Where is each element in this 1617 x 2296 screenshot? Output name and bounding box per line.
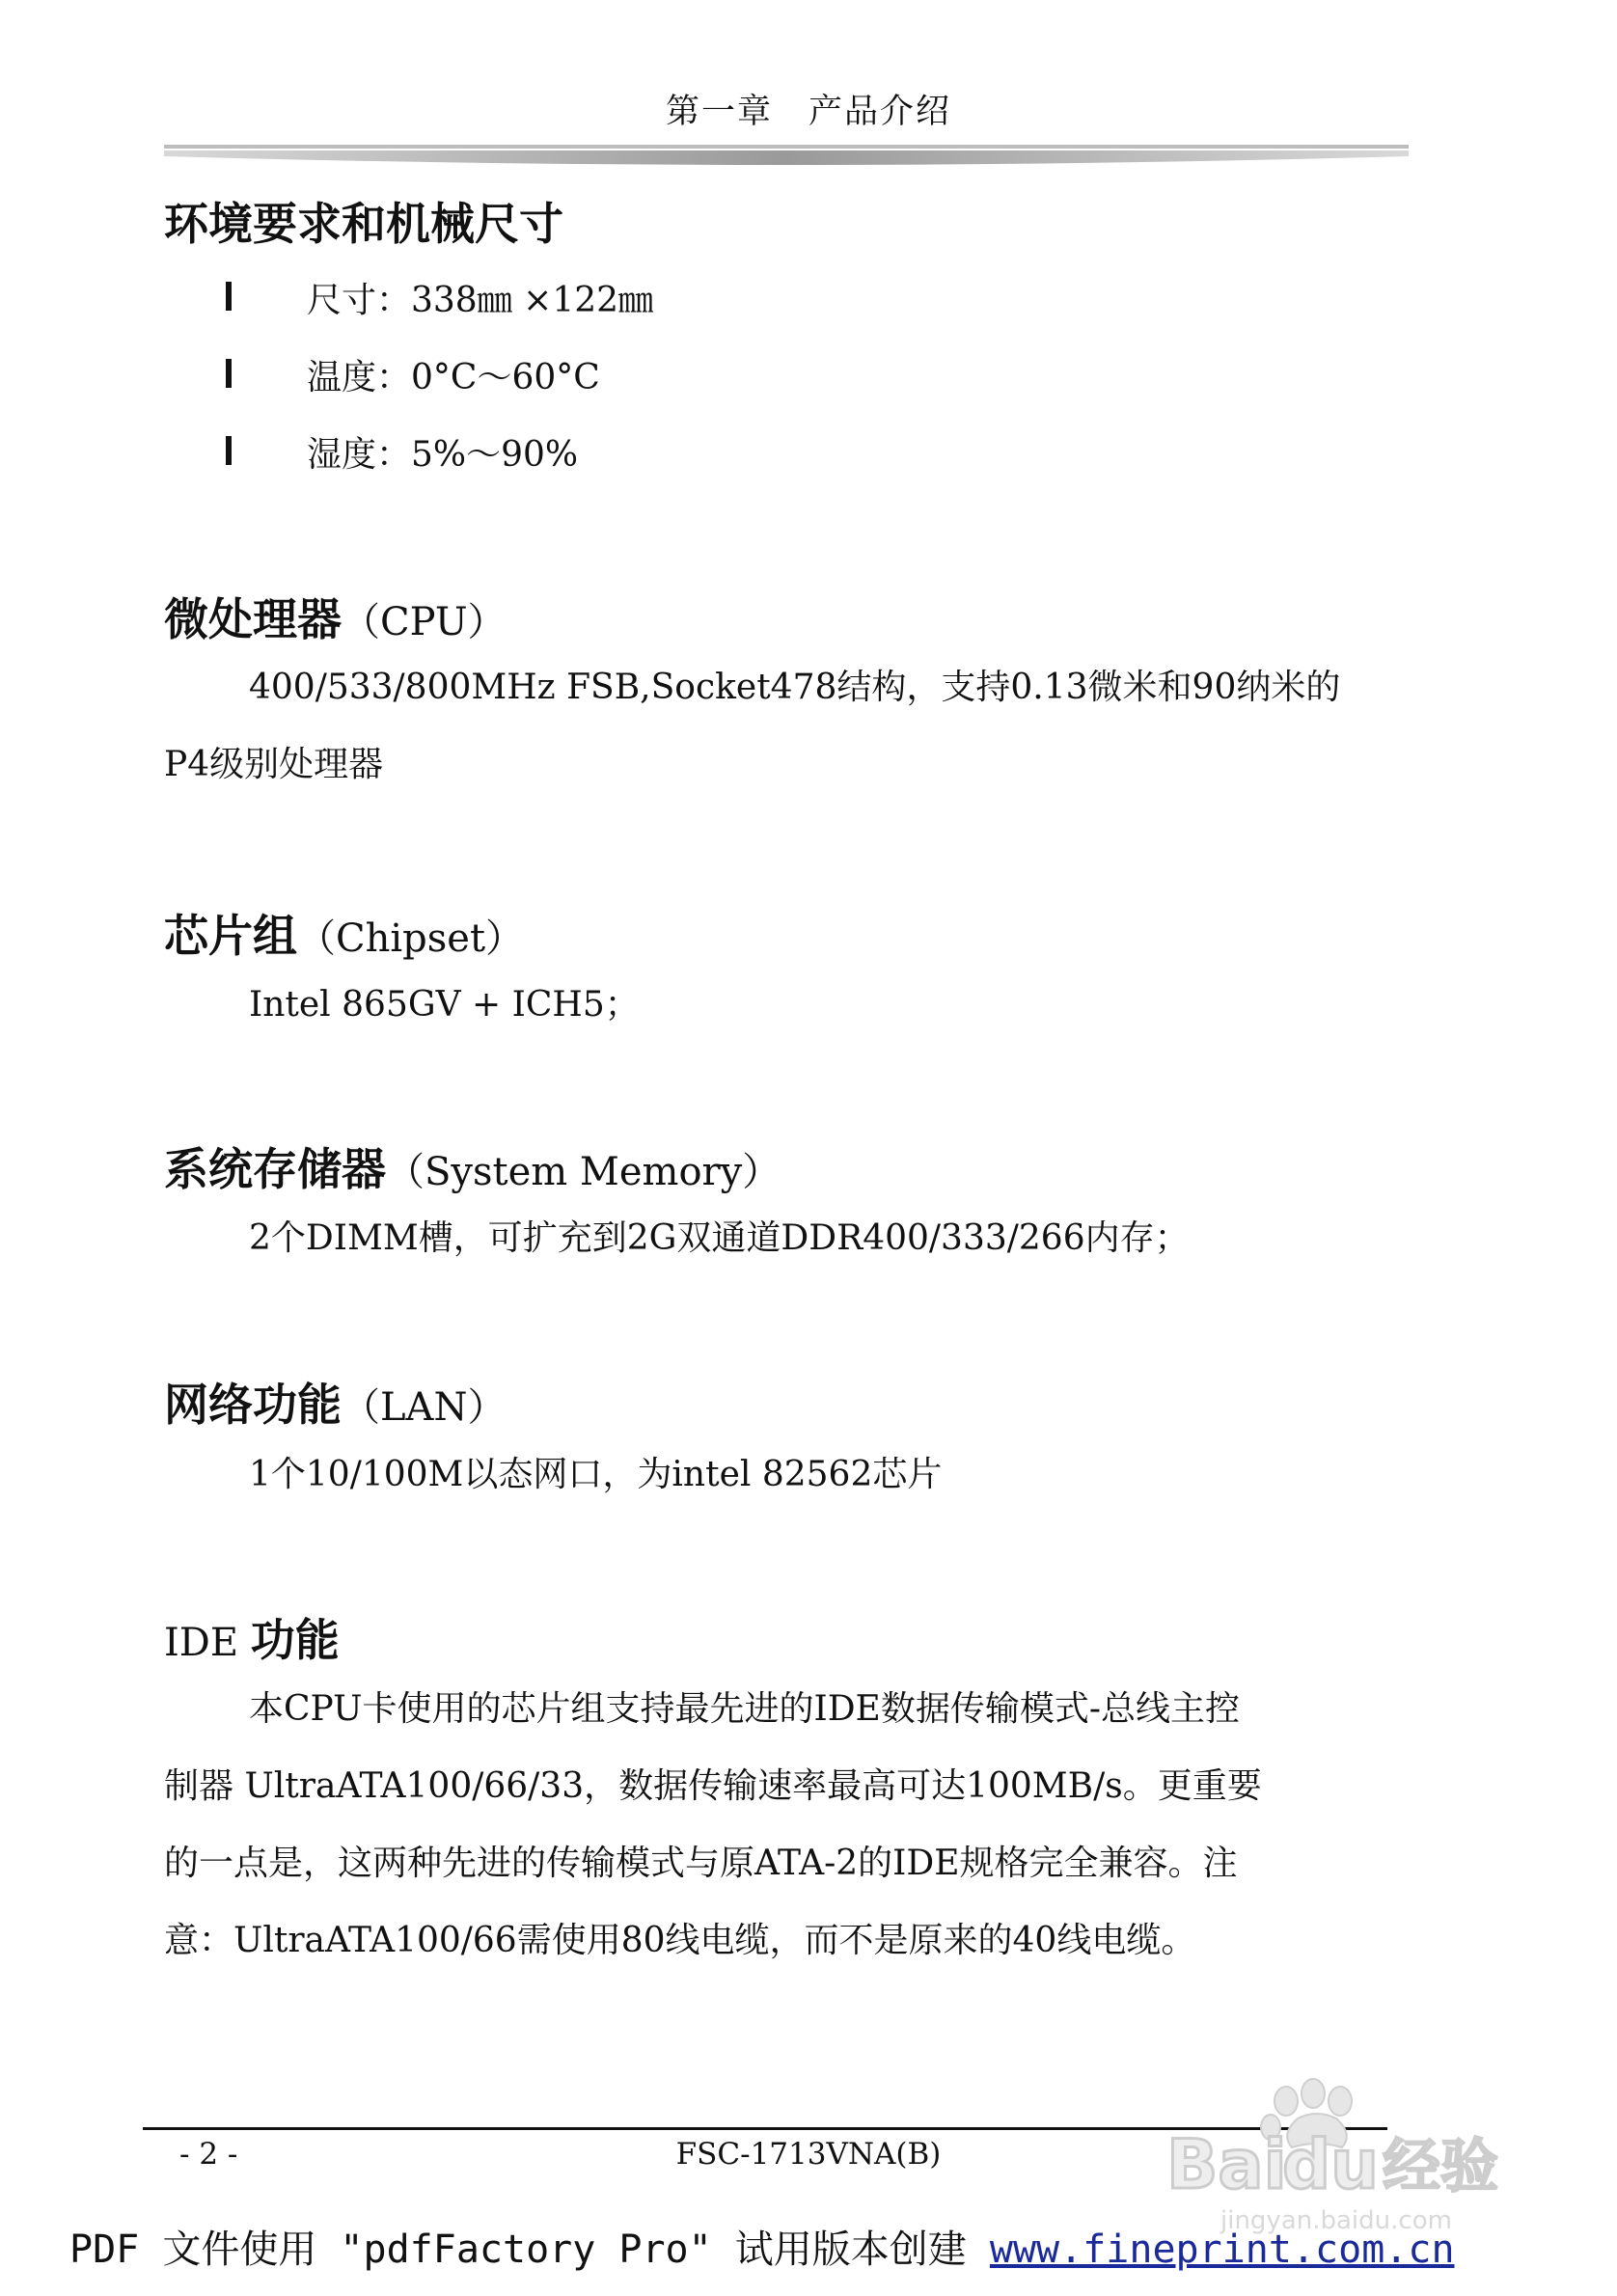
section-title-lan-tail: （LAN） <box>342 1385 507 1430</box>
section-title-chipset-main: 芯片组 <box>164 910 297 962</box>
bullet-size: 尺寸：338㎜ ×122㎜ <box>307 281 654 320</box>
fineprint-link[interactable]: www.fineprint.com.cn <box>989 2228 1455 2272</box>
section-title-chipset-tail: （Chipset） <box>297 916 525 961</box>
section-title-ide <box>164 1605 340 1669</box>
baidu-jingyan-watermark-icon <box>1163 2074 1548 2238</box>
ide-line-3: 的一点是，这两种先进的传输模式与原ATA-2的IDE规格完全兼容。注 <box>164 1844 1238 1883</box>
footer-page-number: - 2 - <box>179 2137 238 2172</box>
section-title-memory <box>164 1134 781 1198</box>
bullet-temperature: 温度：0°C～60°C <box>307 358 600 397</box>
bullet-humidity: 湿度：5%～90% <box>307 435 579 475</box>
cpu-line-2: P4级别处理器 <box>164 745 384 784</box>
chipset-line-1: Intel 865GV + ICH5； <box>249 985 640 1025</box>
ide-line-4: 意：UltraATA100/66需使用80线电缆，而不是原来的40线电缆。 <box>164 1921 1196 1960</box>
page-header-title: 第一章 产品介绍 <box>665 93 951 131</box>
section-title-cpu-main: 微处理器 <box>164 593 342 645</box>
lan-paragraph <box>164 1436 1380 1514</box>
section-title-lan-main: 网络功能 <box>164 1379 342 1431</box>
footer-model-number: FSC-1713VNA(B) <box>675 2137 942 2172</box>
header-rule <box>164 145 1409 172</box>
memory-line-1: 2个DIMM槽，可扩充到2G双通道DDR400/333/266内存； <box>249 1218 1190 1258</box>
ide-paragraph <box>164 1671 1380 1980</box>
bullet-marker <box>226 436 232 465</box>
pdf-factory-note-text: PDF 文件使用 "pdfFactory Pro" 试用版本创建 <box>69 2228 990 2272</box>
ide-line-2: 制器 UltraATA100/66/33，数据传输速率最高可达100MB/s。更重要 <box>164 1766 1262 1806</box>
memory-paragraph <box>164 1200 1380 1277</box>
cpu-line-1: 400/533/800MHz FSB,Socket478结构，支持0.13微米和90纳米的 <box>249 668 1341 707</box>
chipset-paragraph <box>164 967 1380 1044</box>
svg-text:经验: 经验 <box>1383 2133 1498 2200</box>
section-title-lan <box>164 1370 506 1434</box>
bullet-marker <box>226 282 232 311</box>
svg-text:du: du <box>1282 2125 1379 2204</box>
section-title-cpu-tail: （CPU） <box>342 600 507 644</box>
svg-text:Bai: Bai <box>1166 2125 1287 2204</box>
section-title-cpu <box>164 585 507 648</box>
section-title-ide-main: 功能 <box>250 1614 340 1666</box>
section-title-chipset <box>164 901 524 965</box>
svg-text:jingyan.baidu.com: jingyan.baidu.com <box>1220 2206 1452 2235</box>
section-title-ide-prefix: IDE <box>164 1621 251 1665</box>
section-title-memory-main: 系统存储器 <box>164 1143 386 1195</box>
bullet-marker <box>226 359 232 388</box>
section-title-memory-tail: （System Memory） <box>386 1150 781 1194</box>
section-title-environment: 环境要求和机械尺寸 <box>164 198 563 250</box>
cpu-paragraph <box>164 649 1380 804</box>
pdf-factory-note <box>69 2219 1455 2274</box>
lan-line-1: 1个10/100M以态网口，为intel 82562芯片 <box>249 1455 943 1494</box>
ide-line-1: 本CPU卡使用的芯片组支持最先进的IDE数据传输模式-总线主控 <box>249 1689 1241 1729</box>
